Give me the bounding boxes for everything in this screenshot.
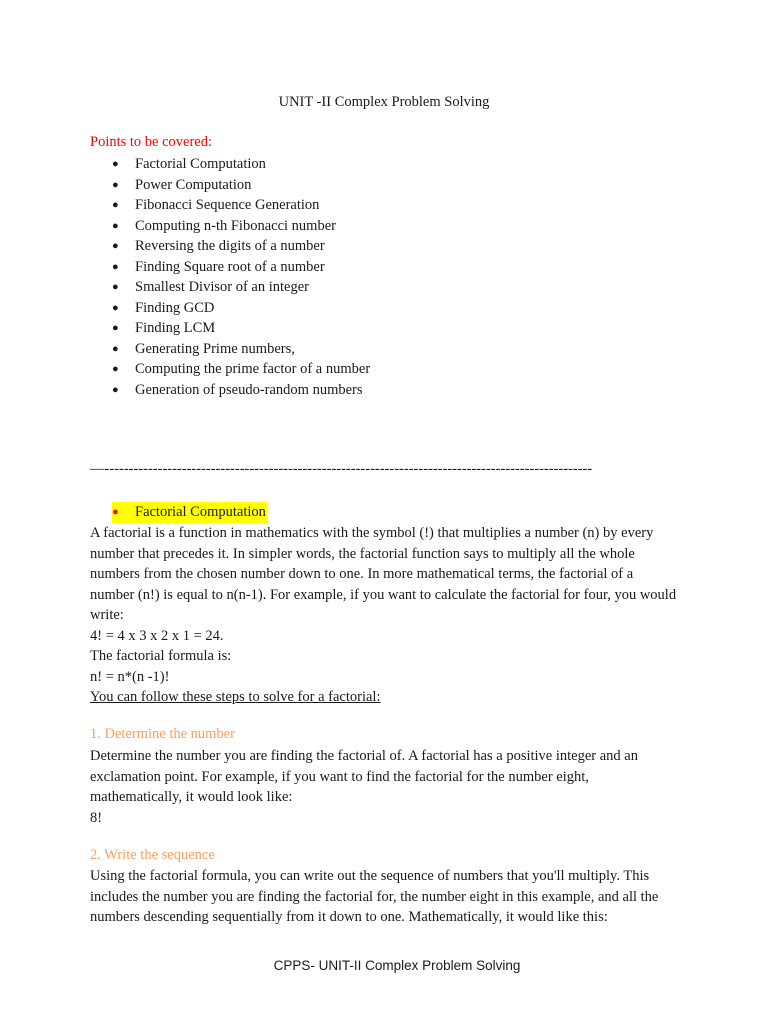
points-list-item-label: Generating Prime numbers, bbox=[135, 340, 295, 357]
points-list-item bbox=[90, 359, 370, 380]
step-1-heading: 1. Determine the number bbox=[90, 726, 235, 742]
bullet-icon: ● bbox=[112, 281, 119, 293]
page-footer: CPPS- UNIT-II Complex Problem Solving bbox=[273, 958, 521, 973]
step-2-heading: 2. Write the sequence bbox=[90, 847, 215, 863]
bullet-icon: ● bbox=[112, 219, 119, 232]
points-list-item-label: Finding LCM bbox=[135, 320, 216, 336]
step-2-paragraph: Using the factorial formula, you can write out the sequence of numbers that you'll multiply. This includes the number you are finding the factorial for, the number eight in this example, and all the numbers descending sequentially from it down to one. Mathematically, it would like this: bbox=[90, 868, 659, 925]
points-heading: Points to be covered: bbox=[90, 134, 213, 150]
bullet-icon: ● bbox=[112, 506, 119, 518]
points-list-item-label: Finding Square root of a number bbox=[135, 258, 325, 275]
points-list-item bbox=[90, 154, 370, 175]
points-list-item bbox=[90, 318, 370, 339]
bullet-icon: ● bbox=[112, 260, 119, 273]
formula-label: The factorial formula is: bbox=[90, 648, 232, 664]
bullet-icon: ● bbox=[112, 199, 119, 211]
section-heading bbox=[112, 502, 267, 523]
points-list-item bbox=[90, 257, 370, 278]
bullet-icon: ● bbox=[112, 178, 119, 191]
points-list-item-label: Generation of pseudo-random numbers bbox=[135, 381, 363, 398]
step-2-body bbox=[90, 866, 680, 928]
points-list-item-label: Reversing the digits of a number bbox=[135, 238, 325, 254]
points-list-item-label: Power Computation bbox=[135, 176, 252, 193]
points-list-item bbox=[90, 195, 370, 216]
points-list-item bbox=[90, 175, 370, 196]
steps-intro: You can follow these steps to solve for a factorial: bbox=[90, 689, 381, 705]
points-list-item bbox=[90, 380, 370, 401]
bullet-icon: ● bbox=[112, 383, 119, 396]
bullet-icon: ● bbox=[112, 240, 119, 252]
points-list-item bbox=[90, 339, 370, 360]
bullet-icon: ● bbox=[112, 363, 119, 375]
points-list-item-label: Smallest Divisor of an integer bbox=[135, 279, 309, 295]
example-equation: 4! = 4 x 3 x 2 x 1 = 24. bbox=[90, 627, 224, 644]
page-title: UNIT -II Complex Problem Solving bbox=[278, 94, 490, 110]
section-divider: —----------------------------------------------------------------------------------------------------- bbox=[90, 461, 593, 477]
points-list-item-label: Computing n-th Fibonacci number bbox=[135, 217, 336, 234]
bullet-icon: ● bbox=[112, 322, 119, 334]
step-1-paragraph: Determine the number you are finding the factorial of. A factorial has a positive integer and an exclamation point. For example, if you want to find the factorial for the number eight, mathematically, it would look like: bbox=[90, 748, 638, 805]
points-list-item bbox=[90, 236, 370, 257]
points-list-item-label: Factorial Computation bbox=[135, 156, 266, 172]
bullet-icon: ● bbox=[112, 158, 119, 170]
step-1-body bbox=[90, 746, 680, 828]
points-list-item bbox=[90, 277, 370, 298]
points-list-item bbox=[90, 216, 370, 237]
points-list-item-label: Computing the prime factor of a number bbox=[135, 361, 371, 377]
formula: n! = n*(n -1)! bbox=[90, 668, 170, 685]
bullet-icon: ● bbox=[112, 342, 119, 355]
points-list-item bbox=[90, 298, 370, 319]
points-list-item-label: Fibonacci Sequence Generation bbox=[135, 197, 320, 213]
section-heading-label: Factorial Computation bbox=[135, 504, 266, 520]
points-list bbox=[90, 154, 370, 400]
bullet-icon: ● bbox=[112, 301, 119, 314]
intro-paragraph: A factorial is a function in mathematics with the symbol (!) that multiplies a number (n) by every number that precedes it. In simpler words, the factorial function says to multiply all the whole numbers from the chosen number down to one. In more mathematical terms, the factorial of a number (n!) is equal to n(n-1). For example, if you want to calculate the factorial for four, you would write: bbox=[90, 525, 677, 623]
points-list-item-label: Finding GCD bbox=[135, 299, 215, 316]
intro-block bbox=[90, 523, 680, 708]
step-1-example: 8! bbox=[90, 809, 103, 826]
